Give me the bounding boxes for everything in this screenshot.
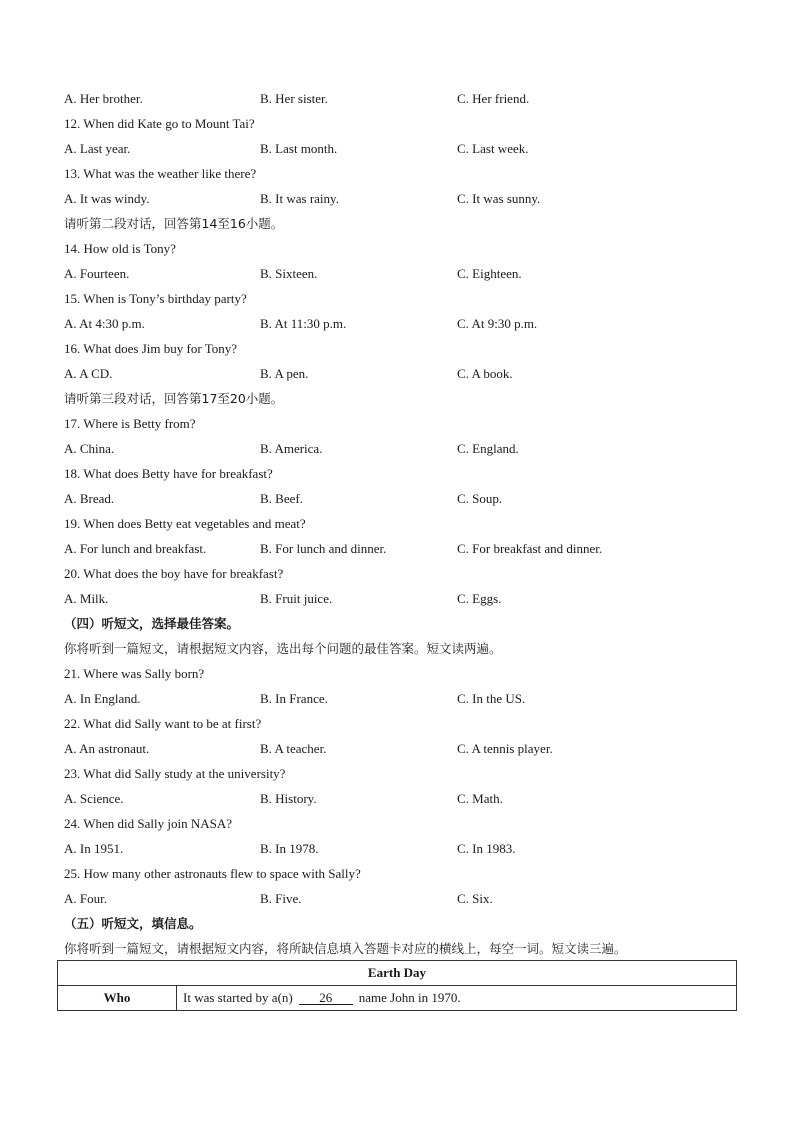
- option-b: B. For lunch and dinner.: [260, 541, 387, 556]
- row-text-after: name John in 1970.: [358, 990, 461, 1005]
- question: 16. What does Jim buy for Tony?: [64, 341, 238, 356]
- option-b: B. Her sister.: [260, 91, 328, 106]
- answer-options: [64, 440, 736, 465]
- option-a: A. Bread.: [64, 491, 115, 506]
- row-text-before: It was started by a(n): [183, 990, 293, 1005]
- option-a: A. It was windy.: [64, 191, 150, 206]
- answer-options: [64, 90, 736, 115]
- option-a: A. In England.: [64, 691, 141, 706]
- option-a: A. For lunch and breakfast.: [64, 541, 207, 556]
- answer-options: [64, 365, 736, 390]
- option-c: C. Soup.: [457, 491, 503, 506]
- option-c: C. A tennis player.: [457, 741, 553, 756]
- section-heading: （五）听短文，填信息。: [64, 916, 202, 931]
- question: 14. How old is Tony?: [64, 241, 176, 256]
- question: 13. What was the weather like there?: [64, 166, 257, 181]
- question: 17. Where is Betty from?: [64, 416, 196, 431]
- option-b: B. Beef.: [260, 491, 303, 506]
- option-b: B. Fruit juice.: [260, 591, 333, 606]
- option-c: C. Her friend.: [457, 91, 530, 106]
- option-b: B. America.: [260, 441, 323, 456]
- answer-blank[interactable]: 26: [299, 991, 353, 1005]
- option-a: A. Science.: [64, 791, 124, 806]
- option-c: C. A book.: [457, 366, 513, 381]
- option-b: B. Five.: [260, 891, 302, 906]
- answer-options: [64, 740, 736, 765]
- question: 12. When did Kate go to Mount Tai?: [64, 116, 255, 131]
- answer-options: [64, 190, 736, 215]
- answer-options: [64, 540, 736, 565]
- question-list: [64, 90, 736, 965]
- answer-options: [64, 140, 736, 165]
- option-c: C. In 1983.: [457, 841, 516, 856]
- answer-options: [64, 690, 736, 715]
- answer-options: [64, 840, 736, 865]
- question: 20. What does the boy have for breakfast?: [64, 566, 284, 581]
- option-a: A. Fourteen.: [64, 266, 130, 281]
- question: 22. What did Sally want to be at first?: [64, 716, 262, 731]
- instruction: 请听第二段对话，回答第14至16小题。: [64, 216, 284, 231]
- question: 21. Where was Sally born?: [64, 666, 205, 681]
- info-table: [57, 960, 737, 1011]
- answer-options: [64, 590, 736, 615]
- question: 23. What did Sally study at the university?: [64, 766, 286, 781]
- answer-options: [64, 490, 736, 515]
- option-c: C. At 9:30 p.m.: [457, 316, 538, 331]
- option-b: B. History.: [260, 791, 317, 806]
- option-c: C. In the US.: [457, 691, 526, 706]
- question: 24. When did Sally join NASA?: [64, 816, 233, 831]
- option-c: C. Eggs.: [457, 591, 502, 606]
- option-b: B. Last month.: [260, 141, 338, 156]
- option-b: B. A pen.: [260, 366, 309, 381]
- option-a: A. Milk.: [64, 591, 109, 606]
- option-b: B. In 1978.: [260, 841, 319, 856]
- option-a: A. A CD.: [64, 366, 113, 381]
- question: 15. When is Tony’s birthday party?: [64, 291, 247, 306]
- answer-options: [64, 890, 736, 915]
- table-title: Earth Day: [58, 961, 737, 986]
- option-a: A. At 4:30 p.m.: [64, 316, 145, 331]
- option-b: B. A teacher.: [260, 741, 327, 756]
- option-b: B. Sixteen.: [260, 266, 318, 281]
- option-a: A. Last year.: [64, 141, 131, 156]
- section-heading: （四）听短文，选择最佳答案。: [64, 616, 240, 631]
- option-a: A. In 1951.: [64, 841, 124, 856]
- option-b: B. At 11:30 p.m.: [260, 316, 347, 331]
- option-b: B. In France.: [260, 691, 328, 706]
- option-a: A. An astronaut.: [64, 741, 150, 756]
- instruction: 请听第三段对话，回答第17至20小题。: [64, 391, 284, 406]
- row-content: [177, 986, 737, 1011]
- option-c: C. It was sunny.: [457, 191, 541, 206]
- option-c: C. Eighteen.: [457, 266, 522, 281]
- option-a: A. Her brother.: [64, 91, 143, 106]
- answer-options: [64, 790, 736, 815]
- row-label: Who: [58, 986, 177, 1011]
- option-a: A. China.: [64, 441, 115, 456]
- answer-options: [64, 265, 736, 290]
- instruction: 你将听到一篇短文，请根据短文内容，将所缺信息填入答题卡对应的横线上，每空一词。短文读三遍。: [64, 941, 627, 956]
- option-b: B. It was rainy.: [260, 191, 339, 206]
- option-c: C. Math.: [457, 791, 503, 806]
- instruction: 你将听到一篇短文，请根据短文内容，选出每个问题的最佳答案。短文读两遍。: [64, 641, 502, 656]
- option-c: C. England.: [457, 441, 519, 456]
- question: 18. What does Betty have for breakfast?: [64, 466, 273, 481]
- question: 19. When does Betty eat vegetables and meat?: [64, 516, 306, 531]
- option-c: C. Last week.: [457, 141, 529, 156]
- option-c: C. Six.: [457, 891, 493, 906]
- table-row: [58, 986, 737, 1011]
- option-c: C. For breakfast and dinner.: [457, 541, 603, 556]
- answer-options: [64, 315, 736, 340]
- option-a: A. Four.: [64, 891, 107, 906]
- question: 25. How many other astronauts flew to space with Sally?: [64, 866, 361, 881]
